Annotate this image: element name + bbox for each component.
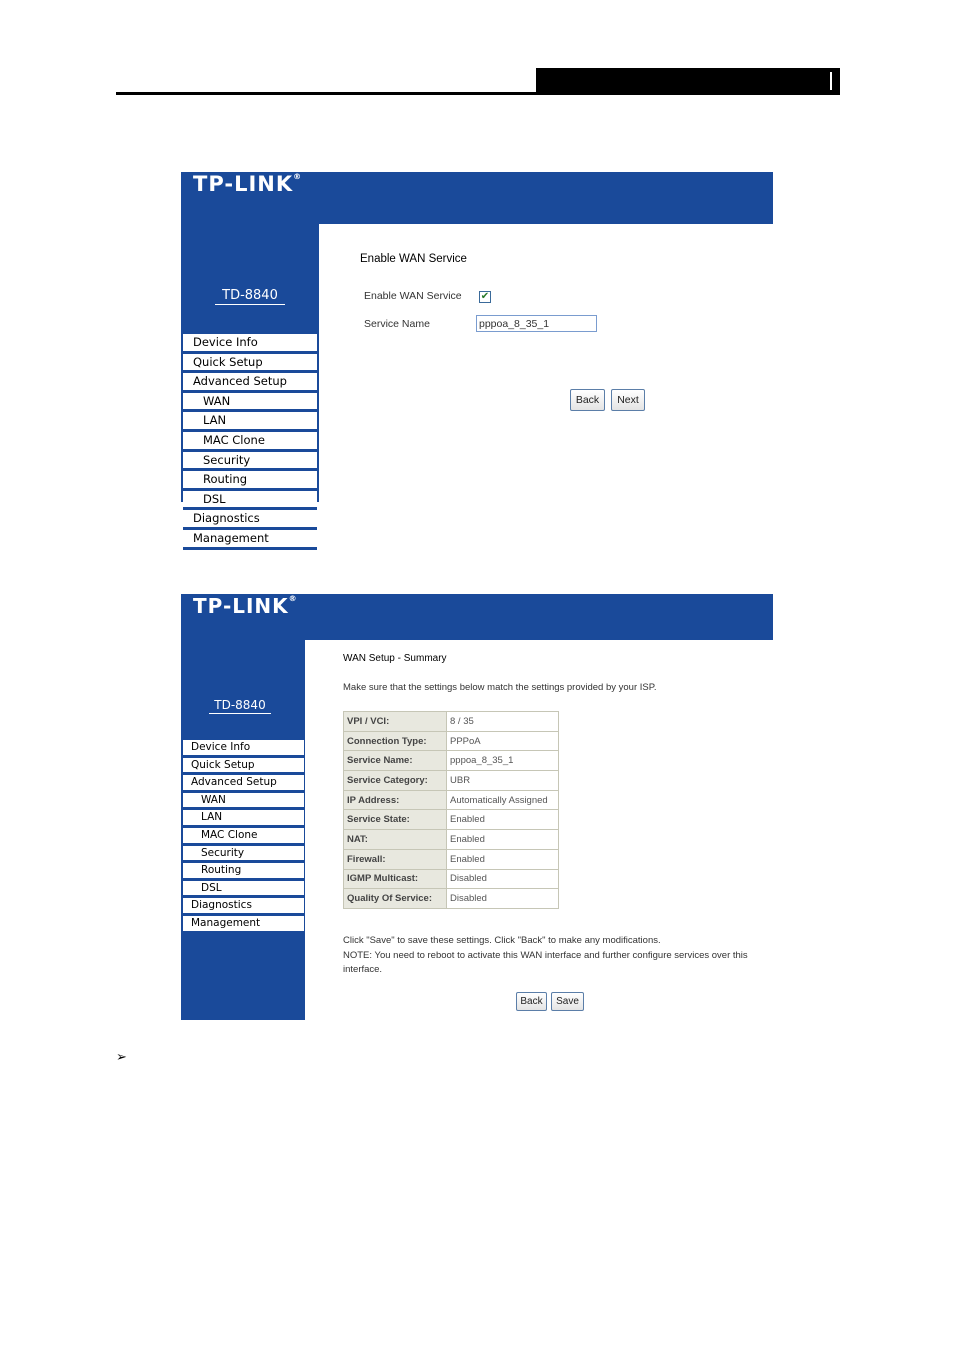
table-row	[344, 790, 559, 810]
sidebar-item-security[interactable]: Security	[183, 452, 317, 472]
sidebar-item-routing[interactable]: Routing	[183, 471, 317, 491]
summary-key: Firewall:	[344, 849, 447, 869]
bullet-arrow-icon: ➢	[116, 1050, 127, 1065]
intro-text: Make sure that the settings below match the settings provided by your ISP.	[343, 682, 657, 693]
content-area	[305, 640, 773, 1020]
sidebar-item-quick-setup[interactable]: Quick Setup	[183, 758, 304, 776]
page-header-box	[536, 68, 840, 94]
service-name-label: Service Name	[364, 318, 430, 330]
enable-wan-checkbox[interactable]	[479, 291, 491, 303]
table-row	[344, 731, 559, 751]
summary-value: pppoa_8_35_1	[447, 751, 559, 771]
logo-reg-mark: ®	[293, 172, 303, 181]
page-title: Enable WAN Service	[360, 253, 467, 265]
table-row	[344, 771, 559, 791]
table-row	[344, 810, 559, 830]
summary-key: Service Name:	[344, 751, 447, 771]
enable-wan-label: Enable WAN Service	[364, 290, 462, 302]
sidebar-item-lan[interactable]: LAN	[183, 412, 317, 432]
sidebar-item-dsl[interactable]: DSL	[183, 881, 304, 899]
summary-value: Enabled	[447, 810, 559, 830]
summary-key: NAT:	[344, 830, 447, 850]
page-header-notch	[830, 72, 832, 90]
sidebar-item-dsl[interactable]: DSL	[183, 491, 317, 511]
sidebar-item-mac-clone[interactable]: MAC Clone	[183, 828, 304, 846]
screenshot-wan-setup-summary	[181, 594, 773, 1020]
summary-key: Service State:	[344, 810, 447, 830]
summary-value: 8 / 35	[447, 712, 559, 732]
logo-text: TP-LINK	[193, 594, 289, 618]
summary-key: Service Category:	[344, 771, 447, 791]
content-body	[181, 594, 773, 1020]
content-area	[319, 224, 773, 502]
summary-key: IP Address:	[344, 790, 447, 810]
summary-value: Automatically Assigned	[447, 790, 559, 810]
summary-key: Connection Type:	[344, 731, 447, 751]
sidebar-item-wan[interactable]: WAN	[183, 393, 317, 413]
note-text	[343, 934, 763, 978]
sidebar-item-routing[interactable]: Routing	[183, 863, 304, 881]
page-header-line	[116, 92, 840, 95]
sidebar-item-device-info[interactable]: Device Info	[183, 334, 317, 354]
content-body	[181, 172, 773, 502]
summary-value: UBR	[447, 771, 559, 791]
table-row	[344, 751, 559, 771]
logo-reg-mark: ®	[288, 594, 298, 603]
summary-key: VPI / VCI:	[344, 712, 447, 732]
sidebar-item-diagnostics[interactable]: Diagnostics	[183, 898, 304, 916]
screenshot-enable-wan-service	[181, 172, 773, 545]
summary-key: IGMP Multicast:	[344, 869, 447, 889]
table-row	[344, 712, 559, 732]
sidebar-item-wan[interactable]: WAN	[183, 793, 304, 811]
model-label: TD-8840	[215, 288, 285, 305]
summary-key: Quality Of Service:	[344, 889, 447, 909]
table-row	[344, 849, 559, 869]
model-label: TD-8840	[209, 698, 271, 714]
sidebar-item-diagnostics[interactable]: Diagnostics	[183, 510, 317, 530]
sidebar-item-advanced-setup[interactable]: Advanced Setup	[183, 373, 317, 393]
table-row	[344, 830, 559, 850]
table-row	[344, 869, 559, 889]
table-row	[344, 889, 559, 909]
back-button[interactable]: Back	[570, 389, 605, 411]
sidebar-item-lan[interactable]: LAN	[183, 810, 304, 828]
sidebar-item-device-info[interactable]: Device Info	[183, 740, 304, 758]
next-button[interactable]: Next	[611, 389, 645, 411]
page-title: WAN Setup - Summary	[343, 653, 447, 664]
summary-table	[343, 711, 559, 909]
sidebar-item-security[interactable]: Security	[183, 846, 304, 864]
summary-value: Disabled	[447, 869, 559, 889]
checkbox-check-icon: ✔	[480, 291, 490, 302]
note-line-save: Click "Save" to save these settings. Click "Back" to make any modifications.	[343, 935, 661, 946]
note-line-reboot: NOTE: You need to reboot to activate this WAN interface and further configure services over this interface.	[343, 949, 748, 975]
summary-value: PPPoA	[447, 731, 559, 751]
summary-value: Enabled	[447, 849, 559, 869]
sidebar-item-quick-setup[interactable]: Quick Setup	[183, 354, 317, 374]
logo-text: TP-LINK	[193, 172, 294, 196]
sidebar-item-mac-clone[interactable]: MAC Clone	[183, 432, 317, 452]
summary-value: Enabled	[447, 830, 559, 850]
sidebar-item-advanced-setup[interactable]: Advanced Setup	[183, 775, 304, 793]
back-button[interactable]: Back	[516, 992, 547, 1011]
sidebar-item-management[interactable]: Management	[183, 530, 317, 550]
sidebar-item-management[interactable]: Management	[183, 916, 304, 934]
save-button[interactable]: Save	[551, 992, 584, 1011]
summary-value: Disabled	[447, 889, 559, 909]
service-name-input[interactable]	[476, 315, 597, 332]
